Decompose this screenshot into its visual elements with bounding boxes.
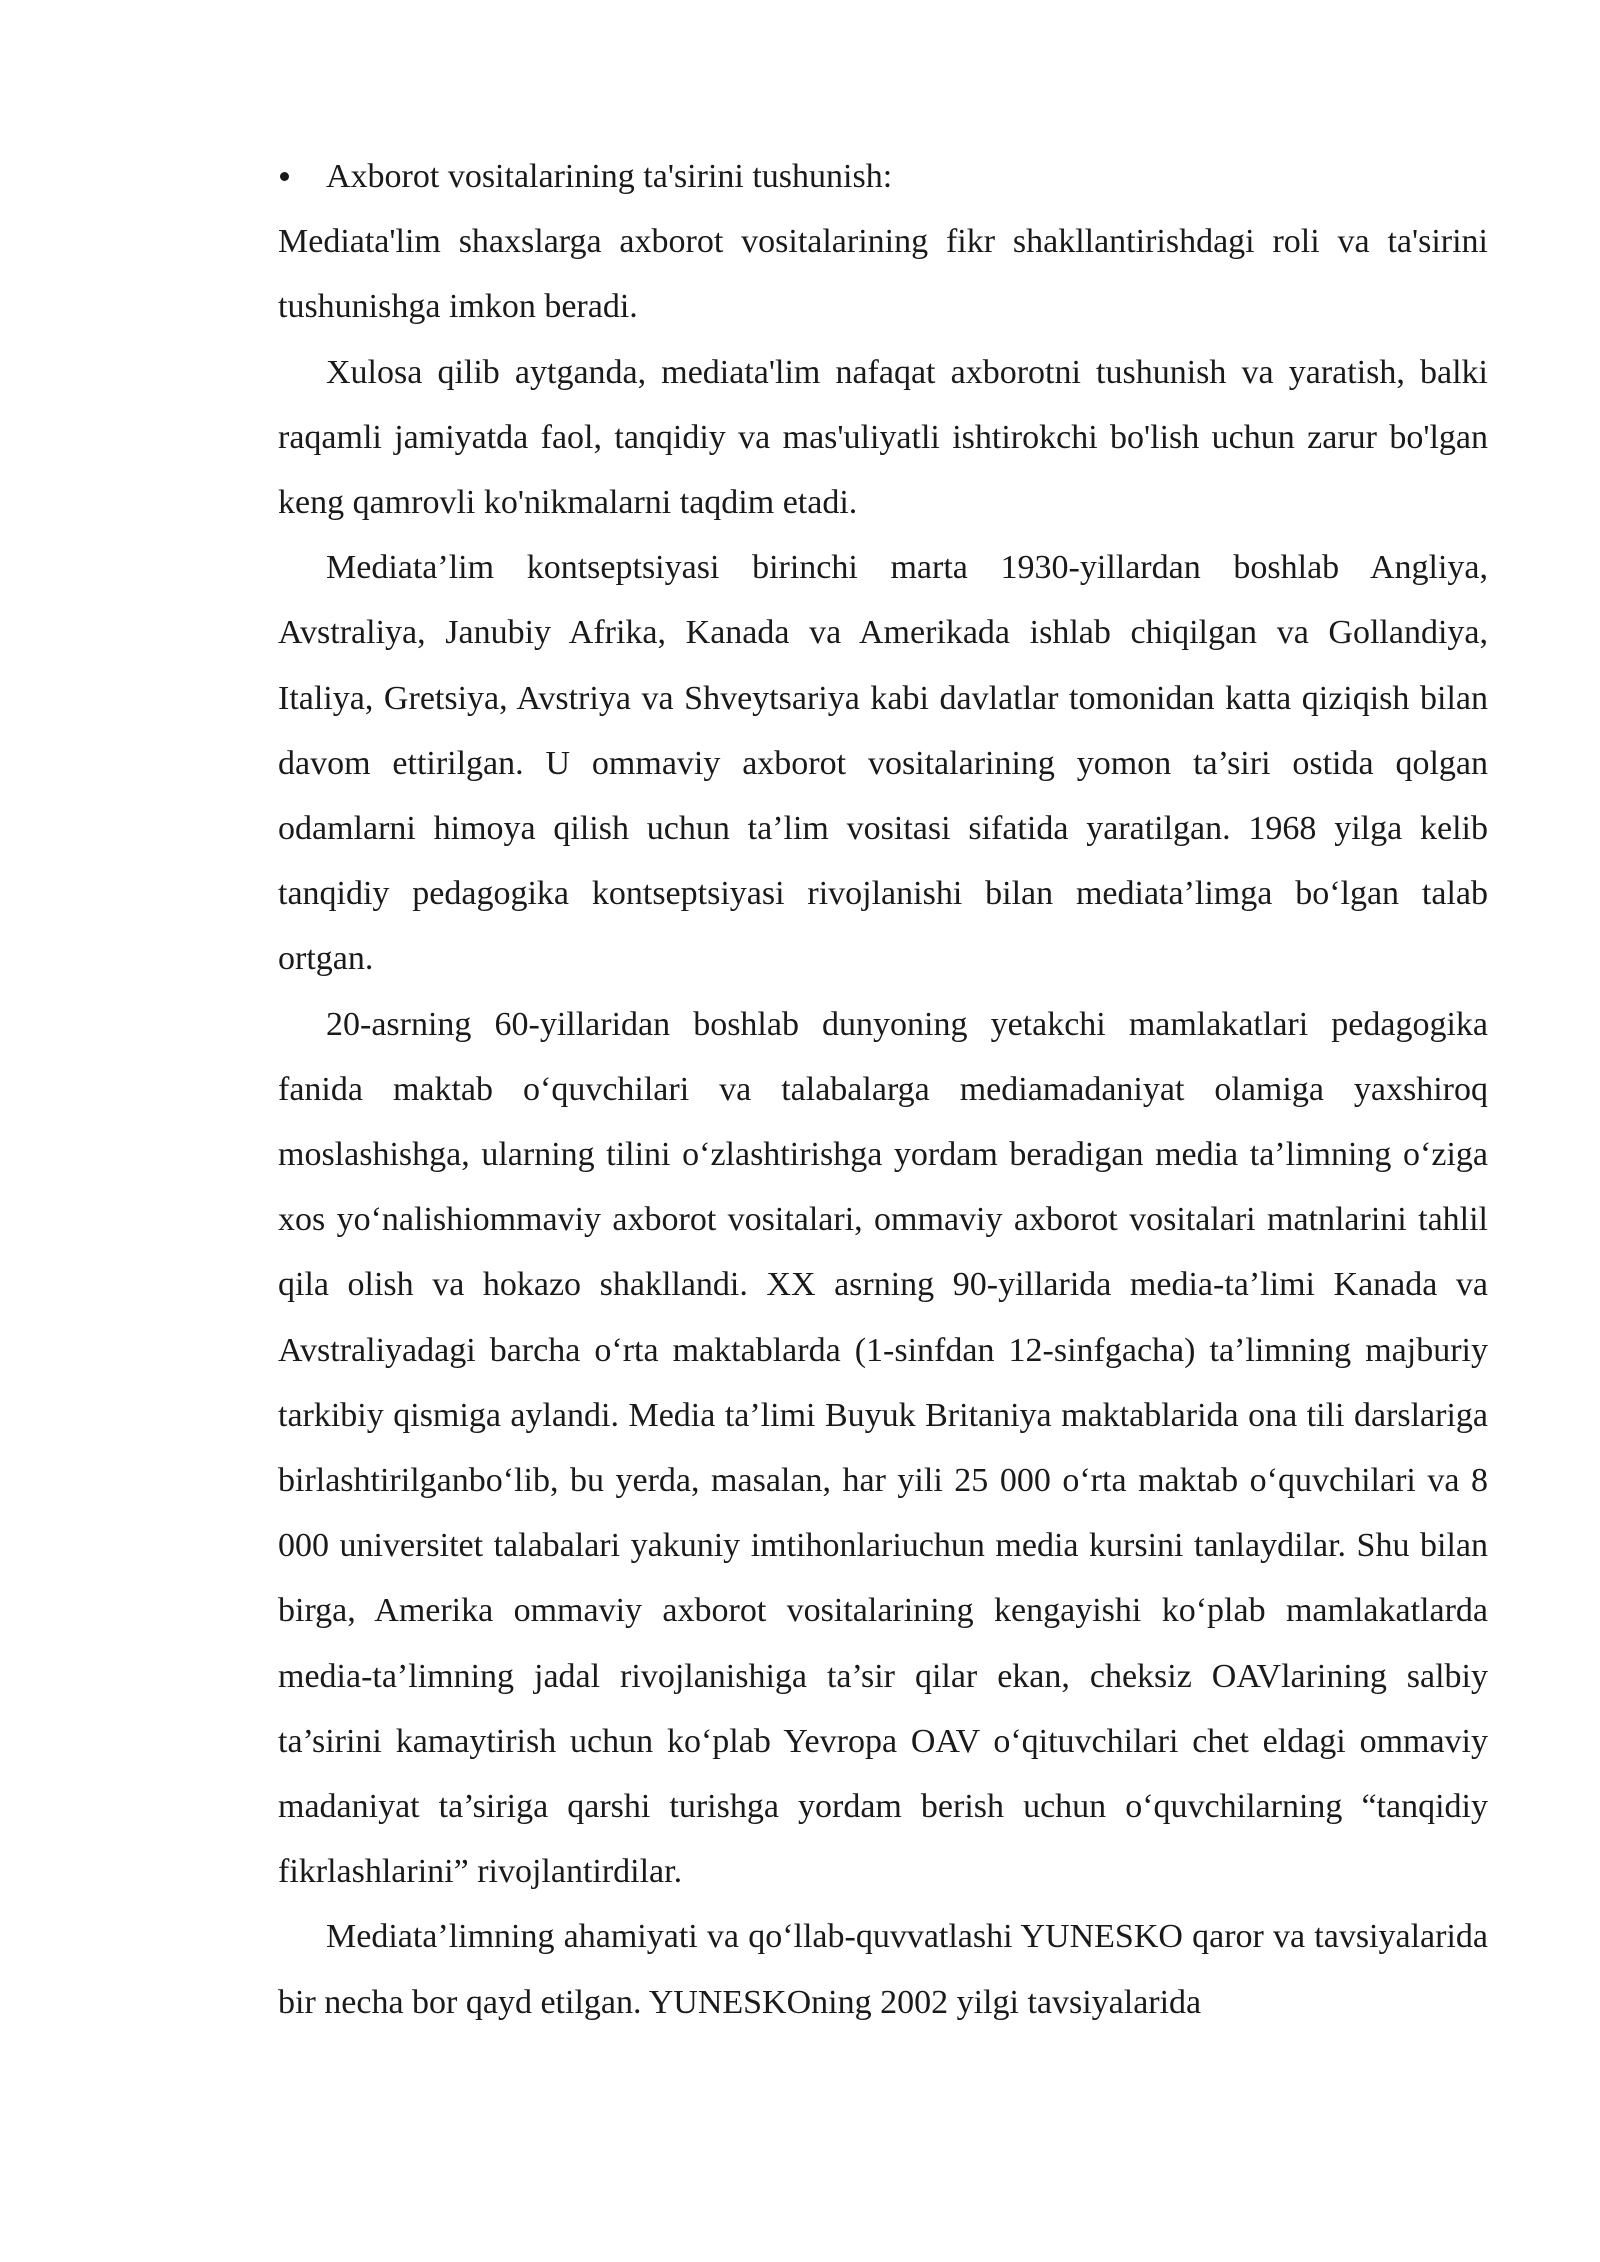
paragraph-twentieth-century: 20-asrning 60-yillaridan boshlab dunyoning yetakchi mamlakatlari pedagogika fanida maktab o‘quvchilari va talabalarga mediamadaniyat olamiga yaxshiroq moslashishga, ularning tilini o‘zlashtirishga yordam beradigan media ta’limning o‘ziga xos yo‘nalishiommaviy axborot vositalari, ommaviy axborot vositalari matnlarini tahlil qila olish va hokazo shakllandi. XX asrning 90-yillarida media-ta’limi Kanada va Avstraliyadagi barcha o‘rta maktablarda (1-sinfdan 12-sinfgacha) ta’limning majburiy tarkibiy qismiga aylandi. Media ta’limi Buyuk Britaniya maktablarida ona tili darslariga birlashtirilganbo‘lib, bu yerda, masalan, har yili 25 000 o‘rta maktab o‘quvchilari va 8 000 universitet talabalari yakuniy imtihonlariuchun media kursini tanlaydilar. Shu bilan birga, Amerika ommaviy axborot vositalarining kengayishi ko‘plab mamlakatlarda media-ta’limning jadal rivojlanishiga ta’sir qilar ekan, cheksiz OAVlarining salbiy ta’sirini kamaytirish uchun ko‘plab Yevropa OAV o‘qituvchilari chet eldagi ommaviy madaniyat ta’siriga qarshi turishga yordam berish uchun o‘quvchilarning “tanqidiy fikrlashlarini” rivojlantirdilar. xyxy=(278,1005,1488,1891)
document-body xyxy=(278,144,1488,2035)
bullet-dot-icon xyxy=(280,172,289,181)
paragraph-conclusion: Xulosa qilib aytganda, mediata'lim nafaqat axborotni tushunish va yaratish, balki raqamli jamiyatda faol, tanqidiy va mas'uliyatli ishtirokchi bo'lish uchun zarur bo'lgan keng qamrovli ko'nikmalarni taqdim etadi. xyxy=(278,353,1488,522)
bullet-item-text: Axborot vositalarining ta'sirini tushunish: xyxy=(326,158,893,195)
paragraph-media-influence: Mediata'lim shaxslarga axborot vositalarining fikr shakllantirishdagi roli va ta'sirini tushunishga imkon beradi. xyxy=(278,223,1488,326)
paragraph-unesco: Mediata’limning ahamiyati va qo‘llab-quvvatlashi YUNESKO qaror va tavsiyalarida bir necha bor qayd etilgan. YUNESKOning 2002 yilgi tavsiyalarida xyxy=(278,1918,1488,2021)
bullet-item xyxy=(278,144,1488,209)
paragraph-concept-history: Mediata’lim kontseptsiyasi birinchi marta 1930-yillardan boshlab Angliya, Avstraliya, Janubiy Afrika, Kanada va Amerikada ishlab chiqilgan va Gollandiya, Italiya, Gretsiya, Avstriya va Shveytsariya kabi davlatlar tomonidan katta qiziqish bilan davom ettirilgan. U ommaviy axborot vositalarining yomon ta’siri ostida qolgan odamlarni himoya qilish uchun ta’lim vositasi sifatida yaratilgan. 1968 yilga kelib tanqidiy pedagogika kontseptsiyasi rivojlanishi bilan mediata’limga bo‘lgan talab ortgan. xyxy=(278,549,1488,978)
